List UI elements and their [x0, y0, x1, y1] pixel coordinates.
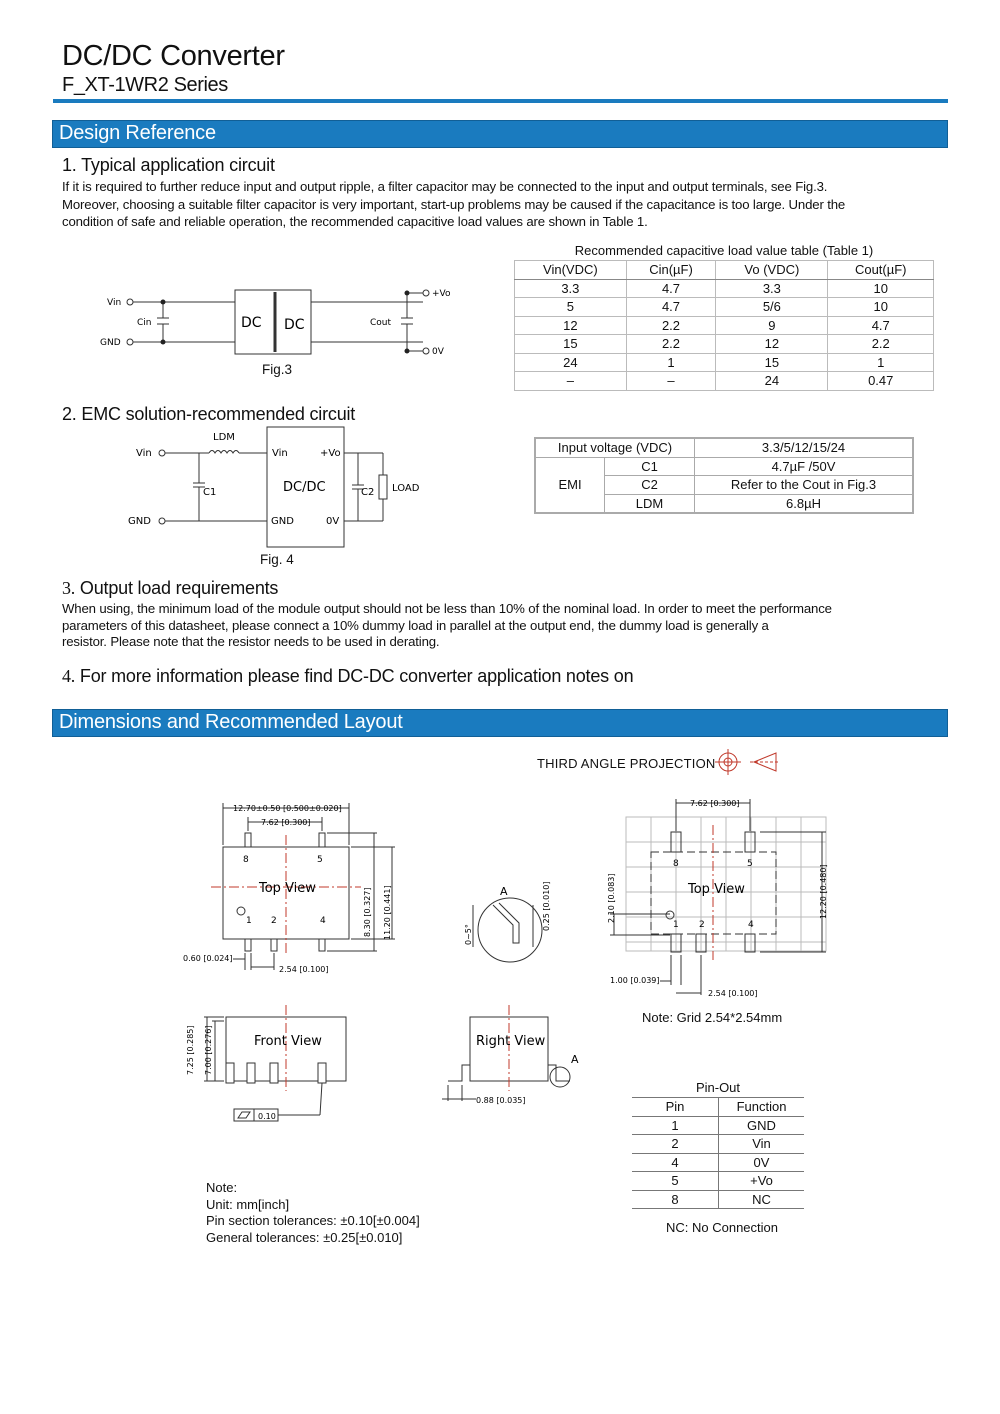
fig3-vin-label: Vin	[107, 298, 122, 308]
table-row	[632, 1116, 804, 1135]
right-view-label: Right View	[476, 1034, 546, 1049]
layout-pin-5: 5	[747, 859, 753, 869]
top-view-label: Top View	[259, 881, 316, 896]
table-row	[632, 1135, 804, 1154]
table-cell: 6.8µH	[695, 494, 914, 513]
fig4-vin-ext-label: Vin	[136, 448, 152, 459]
fig4-dcdc-label: DC/DC	[283, 480, 326, 495]
table-cell: LDM	[605, 494, 695, 513]
table-cell: 5/6	[716, 298, 828, 317]
fig4-gnd-ext-label: GND	[128, 516, 151, 527]
heading-typical-circuit: 1. Typical application circuit	[62, 155, 275, 175]
drawing-notes	[206, 1180, 420, 1246]
table-cell: 3.3/5/12/15/24	[695, 438, 914, 457]
table-row	[515, 372, 934, 391]
pin-label-1: 1	[246, 916, 252, 926]
section-title-dimensions: Dimensions and Recommended Layout	[59, 711, 403, 733]
dim-088-label: 0.88 [0.035]	[476, 1096, 526, 1105]
dim-830-label: 8.30 [0.327]	[363, 887, 372, 937]
table-cell: 10	[828, 298, 934, 317]
fig3-dc-right: DC	[284, 317, 305, 333]
table-cell: 15	[515, 335, 627, 354]
heading-more-info	[62, 666, 633, 687]
capacitive-load-table	[514, 260, 934, 391]
fig3-gnd-label: GND	[100, 338, 121, 348]
fig4-emc-diagram	[125, 425, 445, 550]
section-title-design: Design Reference	[59, 122, 216, 144]
fig3-ov-label: 0V	[432, 347, 444, 357]
table-cell: 8	[632, 1190, 719, 1209]
dim-060-label: 0.60 [0.024]	[183, 954, 233, 963]
table-cell: C1	[605, 457, 695, 476]
table-cell: 2	[632, 1135, 719, 1154]
section-bar-dimensions	[52, 709, 948, 737]
detail-a-label: A	[500, 885, 508, 898]
pin-label-8: 8	[243, 855, 249, 865]
note-general-tolerance: General tolerances: ±0.25[±0.010]	[206, 1229, 403, 1245]
table-header-cell: Function	[719, 1098, 805, 1117]
table-row	[535, 457, 913, 476]
note-unit: Unit: mm[inch]	[206, 1196, 290, 1212]
table-cell: 12	[716, 335, 828, 354]
table-cell: 4.7	[626, 298, 716, 317]
paragraph-output-load	[62, 600, 952, 651]
layout-1220-label: 12.20 [0.480]	[819, 864, 828, 919]
table-header-cell: Cin(µF)	[626, 261, 716, 280]
table-cell: Vin	[719, 1135, 805, 1154]
table-header-cell: Cout(µF)	[828, 261, 934, 280]
header-rule	[53, 99, 948, 103]
para-line: resistor. Please note that the resistor needs to be used in derating.	[62, 634, 440, 649]
layout-pitch-label: 7.62 [0.300]	[690, 799, 740, 808]
pin-label-4: 4	[320, 916, 326, 926]
heading-emc-circuit: 2. EMC solution-recommended circuit	[62, 404, 356, 424]
fig4-c1-label: C1	[203, 487, 217, 498]
series-name: F_XT-1WR2 Series	[62, 74, 228, 96]
table-cell: 1	[828, 353, 934, 372]
detail-a-drawing	[455, 875, 555, 965]
para-line: condition of safe and reliable operation, the recommended capacitive load values are shown in Table 1.	[62, 214, 648, 229]
layout-254-label: 2.54 [0.100]	[708, 989, 758, 998]
heading-text: Output load requirements	[79, 578, 279, 598]
para-line: When using, the minimum load of the module output should not be less than 10% of the nominal load. In order to meet the performance	[62, 601, 832, 616]
page-title: DC/DC Converter	[62, 40, 285, 72]
table-cell: GND	[719, 1116, 805, 1135]
fig3-vo-label: +Vo	[432, 289, 451, 299]
fig4-gnd-pin: GND	[271, 516, 294, 527]
fig3-cin-label: Cin	[137, 318, 152, 328]
table-cell: 1	[626, 353, 716, 372]
fig4-c2-label: C2	[361, 487, 375, 498]
heading-output-load	[62, 578, 278, 599]
para-line: If it is required to further reduce input and output ripple, a filter capacitor may be connected to the input and output terminals, see Fig.3.	[62, 179, 828, 194]
table-row	[515, 316, 934, 335]
table-cell: –	[515, 372, 627, 391]
table-cell: EMI	[535, 457, 605, 513]
layout-pin-4: 4	[748, 920, 754, 930]
dim-1120-label: 11.20 [0.441]	[383, 885, 392, 940]
table-header-row	[632, 1098, 804, 1117]
table-cell: 3.3	[716, 279, 828, 298]
heading-number: 4.	[62, 666, 76, 686]
projection-label: THIRD ANGLE PROJECTION	[537, 756, 716, 771]
front-view-label: Front View	[254, 1034, 322, 1049]
table-cell: +Vo	[719, 1172, 805, 1191]
layout-100-label: 1.00 [0.039]	[610, 976, 660, 985]
table-cell: 5	[632, 1172, 719, 1191]
pinout-table	[632, 1097, 804, 1209]
fig3-cout-label: Cout	[370, 318, 392, 328]
grid-note: Note: Grid 2.54*2.54mm	[642, 1010, 783, 1025]
table-row	[632, 1172, 804, 1191]
table-cell: 0V	[719, 1153, 805, 1172]
table-row	[515, 279, 934, 298]
note-pin-tolerance: Pin section tolerances: ±0.10[±0.004]	[206, 1213, 420, 1228]
dim-254-label: 2.54 [0.100]	[279, 965, 329, 974]
right-view-detail-a: A	[571, 1053, 579, 1066]
layout-pin-8: 8	[673, 859, 679, 869]
table-cell: 9	[716, 316, 828, 335]
table-row	[535, 438, 913, 457]
table-header-cell: Pin	[632, 1098, 719, 1117]
heading-number: 3.	[62, 578, 76, 598]
pinout-title: Pin-Out	[695, 1080, 741, 1095]
dim-725-label: 7.25 [0.285]	[186, 1025, 195, 1075]
pin-label-5: 5	[317, 855, 323, 865]
table-cell: 2.2	[626, 316, 716, 335]
table-cell: 1	[632, 1116, 719, 1135]
table-cell: 4	[632, 1153, 719, 1172]
layout-top-view-label: Top View	[688, 882, 745, 897]
table-cell: 4.7	[626, 279, 716, 298]
table-cell: Refer to the Cout in Fig.3	[695, 476, 914, 495]
para-line: Moreover, choosing a suitable filter capacitor is very important, start-up problems may be caused if the capacitance is too large. Under the	[62, 196, 846, 212]
table-cell: 24	[716, 372, 828, 391]
fig4-caption: Fig. 4	[260, 552, 294, 567]
table-cell: 4.7µF /50V	[695, 457, 914, 476]
table-cell: 10	[828, 279, 934, 298]
table-cell: 5	[515, 298, 627, 317]
table-cell: 4.7	[828, 316, 934, 335]
pin-label-2: 2	[271, 916, 277, 926]
heading-text: For more information please find DC-DC converter application notes on	[79, 666, 634, 686]
table-row	[632, 1153, 804, 1172]
layout-210-label: 2.10 [0.083]	[607, 873, 616, 923]
top-view-drawing	[175, 795, 415, 975]
table-header-cell: Vo (VDC)	[716, 261, 828, 280]
table-header-cell: Vin(VDC)	[515, 261, 627, 280]
pinout-note: NC: No Connection	[666, 1220, 778, 1235]
layout-pin-2: 2	[699, 920, 705, 930]
fig4-vin-pin: Vin	[272, 448, 288, 459]
table-cell: Input voltage (VDC)	[535, 438, 695, 457]
table-cell: 2.2	[626, 335, 716, 354]
fig3-caption: Fig.3	[262, 362, 293, 377]
section-bar-design	[52, 120, 948, 148]
table-cell: 3.3	[515, 279, 627, 298]
fig4-load-label: LOAD	[392, 483, 420, 494]
projection-symbol-icon	[714, 748, 784, 778]
layout-pin-1: 1	[673, 920, 679, 930]
table-cell: 24	[515, 353, 627, 372]
table-cell: C2	[605, 476, 695, 495]
table-cell: NC	[719, 1190, 805, 1209]
note-title: Note:	[206, 1180, 238, 1195]
fig3-circuit-diagram	[95, 280, 465, 360]
table-cell: –	[626, 372, 716, 391]
dim-width-label: 12.70±0.50 [0.500±0.020]	[233, 804, 342, 813]
dim-025-label: 0.25 [0.010]	[542, 881, 551, 931]
fig3-dc-left: DC	[241, 315, 262, 331]
table-header-row	[515, 261, 934, 280]
fig4-ldm-label: LDM	[213, 432, 235, 443]
para-line: parameters of this datasheet, please connect a 10% dummy load in parallel at the output end, the dummy load is generally a	[62, 617, 769, 633]
dim-pitch-label: 7.62 [0.300]	[261, 818, 311, 827]
flatness-label: 0.10	[258, 1112, 276, 1121]
table-row	[515, 298, 934, 317]
table-cell: 12	[515, 316, 627, 335]
table-row	[632, 1190, 804, 1209]
right-view-drawing	[440, 1005, 590, 1110]
fig4-ov-pin: 0V	[326, 516, 340, 527]
fig4-vo-pin: +Vo	[320, 448, 341, 459]
table1-caption: Recommended capacitive load value table (Table 1)	[574, 243, 874, 258]
table-row	[515, 335, 934, 354]
angle-label: 0~5°	[464, 924, 473, 945]
table-row	[515, 353, 934, 372]
table-cell: 0.47	[828, 372, 934, 391]
table-cell: 2.2	[828, 335, 934, 354]
dim-700-label: 7.00 [0.276]	[204, 1025, 213, 1075]
front-view-drawing	[180, 1005, 370, 1125]
emi-table	[534, 437, 914, 514]
recommended-layout-drawing	[600, 795, 840, 1000]
table-cell: 15	[716, 353, 828, 372]
paragraph-typical-circuit	[62, 178, 952, 231]
